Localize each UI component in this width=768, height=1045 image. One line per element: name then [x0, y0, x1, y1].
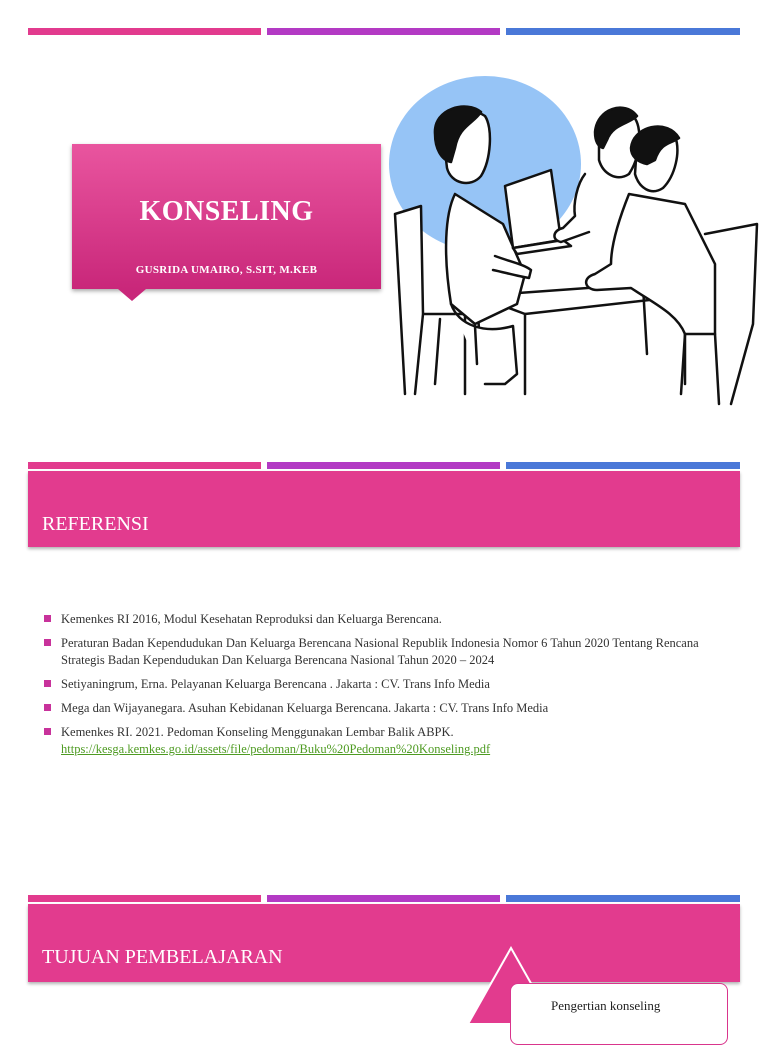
reference-text: Setiyaningrum, Erna. Pelayanan Keluarga Berencana . Jakarta : CV. Trans Info Media [61, 677, 490, 691]
title-card-pointer [118, 289, 146, 301]
stripe-blue [506, 895, 740, 902]
stripe-purple [267, 895, 500, 902]
reference-link[interactable]: https://kesga.kemkes.go.id/assets/file/pedoman/Buku%20Pedoman%20Konseling.pdf [61, 742, 491, 756]
list-item [44, 611, 724, 628]
reference-text: Peraturan Badan Kependudukan Dan Keluarga Berencana Nasional Republik Indonesia Nomor 6 Tahun 2020 Tentang Rencana Strategis Badan Kependudukan Dan Keluarga Berencana Nasional Tahun 2020 – 2024 [61, 636, 699, 667]
slide-title: KONSELING [139, 196, 314, 227]
reference-text: Kemenkes RI. 2021. Pedoman Konseling Menggunakan Lembar Balik ABPK. [61, 725, 454, 739]
list-item [44, 635, 724, 669]
stripe-pink [28, 28, 261, 35]
reference-text: Mega dan Wijayanegara. Asuhan Kebidanan Keluarga Berencana. Jakarta : CV. Trans Info Media [61, 701, 549, 715]
slide-subtitle: GUSRIDA UMAIRO, S.SIT, M.KEB [135, 264, 318, 276]
reference-list [44, 611, 724, 765]
stripe-purple [267, 28, 500, 35]
section-header-bar [28, 471, 740, 547]
section-title-referensi: REFERENSI [42, 513, 149, 535]
section-header-bar [28, 904, 740, 982]
stripe-blue [506, 28, 740, 35]
reference-text: Kemenkes RI 2016, Modul Kesehatan Reproduksi dan Keluarga Berencana. [61, 612, 442, 626]
list-item [44, 724, 724, 758]
stripe-pink [28, 895, 261, 902]
stripe-blue [506, 462, 740, 469]
objective-card [510, 983, 728, 1045]
counseling-illustration [385, 64, 765, 406]
section-color-stripes [28, 462, 740, 469]
section-color-stripes [28, 895, 740, 902]
stripe-purple [267, 462, 500, 469]
objective-label: Pengertian konseling [551, 998, 661, 1013]
list-item [44, 676, 724, 693]
stripe-pink [28, 462, 261, 469]
list-item [44, 700, 724, 717]
section-title-tujuan: TUJUAN PEMBELAJARAN [42, 946, 283, 968]
title-card [72, 144, 381, 289]
top-color-stripes [28, 28, 740, 35]
